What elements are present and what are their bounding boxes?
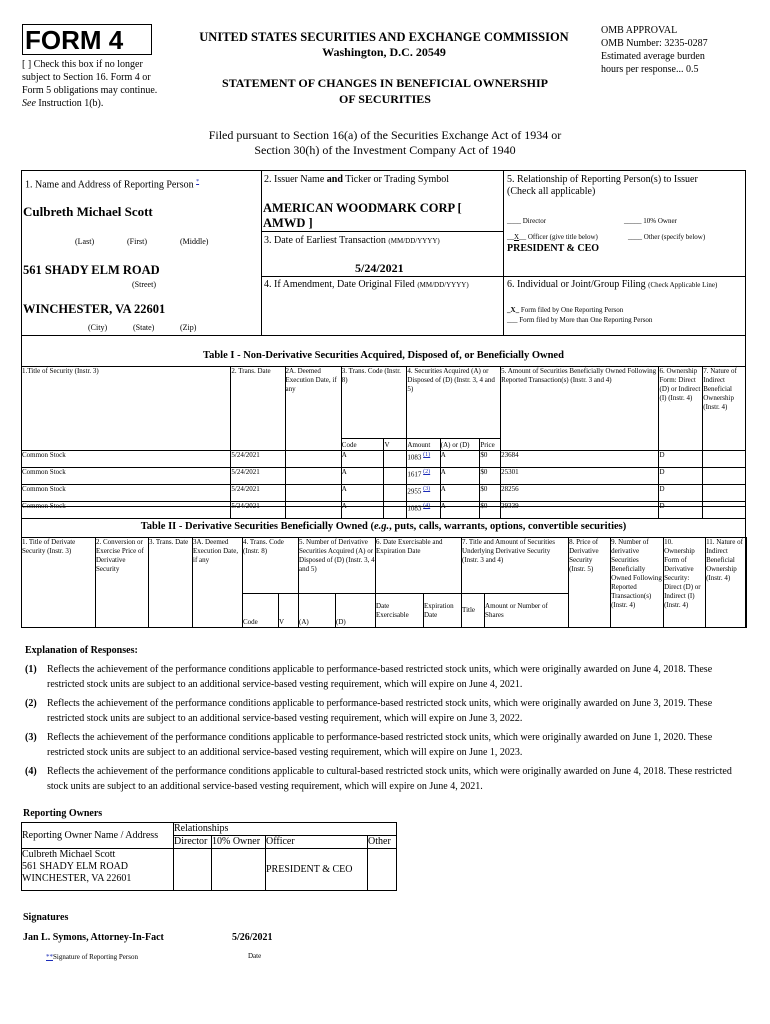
row-form: D [659,485,703,502]
box6-label [507,279,717,291]
signatures-heading: Signatures [23,912,69,923]
other-line[interactable]: ____ Other (specify below) [628,233,706,241]
row-deemed [285,451,341,468]
table-row [22,451,746,468]
row-amount [407,485,440,502]
owner-city: WINCHESTER, VA 22601 [22,873,132,884]
row-nature [703,468,746,485]
owner-name-header: Reporting Owner Name / Address [22,823,174,849]
t1-sub-code: Code [341,439,384,451]
officer-line[interactable]: __X__ Officer (give title below) [507,233,598,241]
director-line[interactable]: ____ Director [507,217,547,225]
footnote-link[interactable]: (2) [423,469,431,475]
footnote-link[interactable]: ** [46,953,53,961]
explanation-item [25,764,745,794]
filed-by-one-label: Form filed by One Reporting Person [520,306,624,314]
owner-other [368,849,397,891]
explanation-num: (4) [25,766,37,777]
filed-by-one-mark: X [510,306,516,314]
explanation-list [25,662,745,794]
box6-sub: (Check Applicable Line) [648,281,718,289]
officer-title: PRESIDENT & CEO [507,243,600,254]
row-aord: A [440,468,480,485]
no-longer-subject-checkbox[interactable]: [ ] Check this box if no longer subject to Section 16. Form 4 or Form 5 obligations may continue. [22,59,158,96]
row-deemed [285,485,341,502]
t2-header-ownership: 10. Ownership Form of Derivative Security: Direct (D) or Indirect (I) (Instr. 4) [664,538,706,628]
t2-sub-amount: Amount or Number of Shares [485,594,569,628]
explanation-text: Reflects the achievement of the performance conditions applicable to performance-based restricted stock units, which were originally awarded on June 1, 2020. These restricted stock units are subject to an additional service-based vesting requirement, which will expire on June 1, 2023. [47,732,713,758]
t2-header-nature: 11. Nature of Indirect Beneficial Ownership (Instr. 4) [706,538,747,628]
t2-sub-code: Code [243,594,279,628]
statement-title: STATEMENT OF CHANGES IN BENEFICIAL OWNERSHIP OF SECURITIES [222,76,548,106]
row-amount-value: 2955 [407,487,422,496]
owner-officer: PRESIDENT & CEO [266,849,368,891]
divider [261,170,262,336]
row-owned: 28256 [501,485,659,502]
footnote-link[interactable]: (4) [423,503,431,509]
explanation-item [25,730,745,760]
row-aord: A [440,502,480,519]
omb-number: OMB Number: 3235-0287 [601,38,708,49]
filed-pursuant [120,128,650,158]
city-label: (City) [88,323,108,332]
box2-label-b: Ticker or Trading Symbol [345,174,450,185]
box2-label-a: 2. Issuer Name [264,174,325,185]
box5-sub: (Check all applicable) [507,186,596,197]
box4-format: (MM/DD/YYYY) [417,281,469,289]
omb-approval [601,24,761,76]
explanation-text: Reflects the achievement of the performance conditions applicable to performance-based restricted stock units, which were originally awarded on June 4, 2018. These restricted stock units are subject to an additional service-based vesting requirement, which will expire on June 4, 2021. [47,664,713,690]
row-v [384,468,407,485]
row-title: Common Stock [22,468,231,485]
row-aord: A [440,485,480,502]
first-label: (First) [127,237,147,246]
filed-pursuant-line-2: Section 30(h) of the Investment Company Act of 1940 [254,143,516,157]
reporting-person-name: Culbreth Michael Scott [23,204,153,219]
footnote-link[interactable]: (1) [423,452,431,458]
row-price: $0 [480,468,501,485]
row-v [384,485,407,502]
officer-header: Officer [266,836,368,849]
box2-label-and: and [326,174,343,185]
reporting-owners-heading: Reporting Owners [23,808,103,819]
t1-header-amount-owned: 5. Amount of Securities Beneficially Owned Following Reported Transaction(s) (Instr. 3 and 4) [501,367,659,451]
t1-header-ownership: 6. Ownership Form: Direct (D) or Indirect (I) (Instr. 4) [659,367,703,451]
ten-percent-owner-line[interactable]: _____ 10% Owner [624,217,677,225]
agency-location: Washington, D.C. 20549 [322,45,446,59]
footnote-link[interactable]: * [196,179,200,185]
officer-label: Officer (give title below) [527,233,598,241]
t1-sub-amount: Amount [407,439,440,451]
explanation-text: Reflects the achievement of the performance conditions applicable to performance-based restricted stock units, which were originally awarded on June 3, 2019. These restricted stock units are subject to an additional service-based vesting requirement, which will expire on June 3, 2022. [47,698,713,724]
earliest-transaction-date: 5/24/2021 [355,261,404,275]
row-form: D [659,451,703,468]
row-v [384,451,407,468]
relationships-header: Relationships [174,823,397,836]
row-deemed [285,468,341,485]
middle-label: (Middle) [180,237,209,246]
row-code: A [341,468,384,485]
table1-title: Table I - Non-Derivative Securities Acquired, Disposed of, or Beneficially Owned [203,350,564,361]
row-amount-value: 1083 [407,504,422,513]
row-amount [407,468,440,485]
row-price: $0 [480,485,501,502]
explanation-item [25,662,745,692]
row-code: A [341,485,384,502]
owner-street: 561 SHADY ELM ROAD [22,861,129,872]
divider [261,231,503,232]
row-aord: A [440,451,480,468]
table2 [21,537,747,628]
explanation-heading: Explanation of Responses: [25,645,138,656]
table2-title-b: , puts, calls, warrants, options, convertible securities) [389,521,627,532]
filed-by-more-line[interactable]: ___ Form filed by More than One Reporting Person [507,316,653,324]
row-amount [407,451,440,468]
box1-label [25,176,199,191]
owner-ten-percent [212,849,266,891]
t1-header-securities: 4. Securities Acquired (A) or Disposed of (D) (Instr. 3, 4 and 5) [407,367,501,439]
signer-label-text: Signature of Reporting Person [53,953,138,961]
explanation-num: (2) [25,698,37,709]
t1-header-code: 3. Trans. Code (Instr. 8) [341,367,407,439]
t1-header-date: 2. Trans. Date [231,367,285,451]
reporting-owners-table [21,822,397,891]
table-row [22,849,397,891]
box5-label [507,174,742,198]
checkbox-notice [22,58,170,110]
see-label: See [22,98,36,109]
box6-label-text: 6. Individual or Joint/Group Filing [507,279,646,290]
t1-header-nature: 7. Nature of Indirect Beneficial Ownership (Instr. 4) [703,367,746,451]
divider [261,276,746,277]
agency-name: UNITED STATES SECURITIES AND EXCHANGE COMMISSION [199,30,569,44]
t2-sub-exp-date: Expiration Date [424,594,462,628]
row-nature [703,451,746,468]
row-title: Common Stock [22,485,231,502]
row-owned: 23684 [501,451,659,468]
t2-header-exercisable: 6. Date Exercisable and Expiration Date [376,538,462,594]
box2-label [264,174,449,186]
t2-header-conversion: 2. Conversion or Exercise Price of Derivative Security [96,538,149,628]
street-address: 561 SHADY ELM ROAD [23,263,160,277]
row-owned: 29339 [501,502,659,519]
instruction-ref: Instruction 1(b). [38,98,104,109]
signer-name: Jan L. Symons, Attorney-In-Fact [23,932,164,943]
officer-mark: X [514,233,520,241]
t1-header-deemed: 2A. Deemed Execution Date, if any [285,367,341,451]
form-title-box [22,24,152,55]
signature-date: 5/26/2021 [232,932,273,943]
explanation-text: Reflects the achievement of the performance conditions applicable to cultural-based restricted stock units, which were originally awarded on June 4, 2018. These restricted stock units are subject to an additional service-based vesting requirement, which will expire on June 4, 2021. [47,766,732,792]
row-date: 5/24/2021 [231,502,285,519]
box4-label [264,279,469,291]
table-row [22,485,746,502]
row-owned: 25301 [501,468,659,485]
t2-sub-title: Title [462,594,485,628]
row-date: 5/24/2021 [231,468,285,485]
t2-sub-d: (D) [336,594,376,628]
t2-header-code: 4. Trans. Code (Instr. 8) [243,538,299,594]
director-header: Director [174,836,212,849]
row-amount-value: 1083 [407,453,422,462]
row-date: 5/24/2021 [231,485,285,502]
t2-sub-a: (A) [299,594,336,628]
t2-header-number-owned: 9. Number of derivative Securities Beneficially Owned Following Reported Transaction(s) (Instr. 4) [611,538,664,628]
omb-burden: Estimated average burden [601,51,705,62]
box1-label-text: 1. Name and Address of Reporting Person [25,179,194,191]
box3-format: (MM/DD/YYYY) [388,237,440,245]
row-form: D [659,468,703,485]
omb-title: OMB APPROVAL [601,25,678,36]
row-price: $0 [480,451,501,468]
row-title: Common Stock [22,502,231,519]
t1-sub-aord: (A) or (D) [440,439,480,451]
t2-header-underlying: 7. Title and Amount of Securities Underlying Derivative Security (Instr. 3 and 4) [462,538,569,594]
zip-label: (Zip) [180,323,197,332]
explanation-num: (3) [25,732,37,743]
issuer-name: AMERICAN WOODMARK CORP [ AMWD ] [263,201,462,230]
street-label: (Street) [132,280,156,289]
t2-header-deemed: 3A. Deemed Execution Date, if any [193,538,243,628]
t2-header-price: 8. Price of Derivative Security (Instr. 5) [569,538,611,628]
row-title: Common Stock [22,451,231,468]
row-code: A [341,451,384,468]
table2-title-a: Table II - Derivative Securities Beneficially Owned ( [140,521,374,532]
city-state-zip: WINCHESTER, VA 22601 [23,302,166,316]
t1-sub-price: Price [480,439,501,451]
t2-header-number: 5. Number of Derivative Securities Acquired (A) or Disposed of (D) (Instr. 3, 4 and 5) [299,538,376,594]
t1-header-title: 1.Title of Security (Instr. 3) [22,367,231,451]
filed-pursuant-line-1: Filed pursuant to Section 16(a) of the Securities Exchange Act of 1934 or [208,128,562,142]
signer-label [46,953,138,961]
explanation-item [25,696,745,726]
table1 [21,366,746,519]
last-label: (Last) [75,237,95,246]
t1-sub-v: V [384,439,407,451]
table2-title [21,521,746,532]
row-code: A [341,502,384,519]
row-form: D [659,502,703,519]
footnote-link[interactable]: (3) [423,486,431,492]
owner-name: Culbreth Michael Scott [22,849,116,860]
row-nature [703,485,746,502]
t2-header-date: 3. Trans. Date [149,538,193,628]
t2-sub-v: V [279,594,299,628]
row-amount-value: 1617 [407,470,422,479]
divider [503,170,504,336]
ten-percent-header: 10% Owner [212,836,266,849]
row-date: 5/24/2021 [231,451,285,468]
other-header: Other [368,836,397,849]
table2-title-eg: e.g. [373,521,390,532]
t2-header-title: 1. Title of Derivate Security (Instr. 3) [22,538,96,628]
box5-label-text: 5. Relationship of Reporting Person(s) to Issuer [507,174,698,185]
owner-director [174,849,212,891]
omb-hours: hours per response... 0.5 [601,64,699,75]
t2-sub-date-ex: Date Exercisable [376,594,424,628]
form-title: FORM 4 [25,25,124,55]
state-label: (State) [133,323,155,332]
box4-label-text: 4. If Amendment, Date Original Filed [264,279,415,290]
row-price: $0 [480,502,501,519]
date-label: Date [248,952,262,960]
box3-label-text: 3. Date of Earliest Transaction [264,235,386,246]
filed-by-one-line[interactable]: _X_ Form filed by One Reporting Person [507,306,624,314]
box3-label [264,235,440,247]
explanation-num: (1) [25,664,37,675]
owner-name-address [22,849,174,891]
table-row [22,468,746,485]
